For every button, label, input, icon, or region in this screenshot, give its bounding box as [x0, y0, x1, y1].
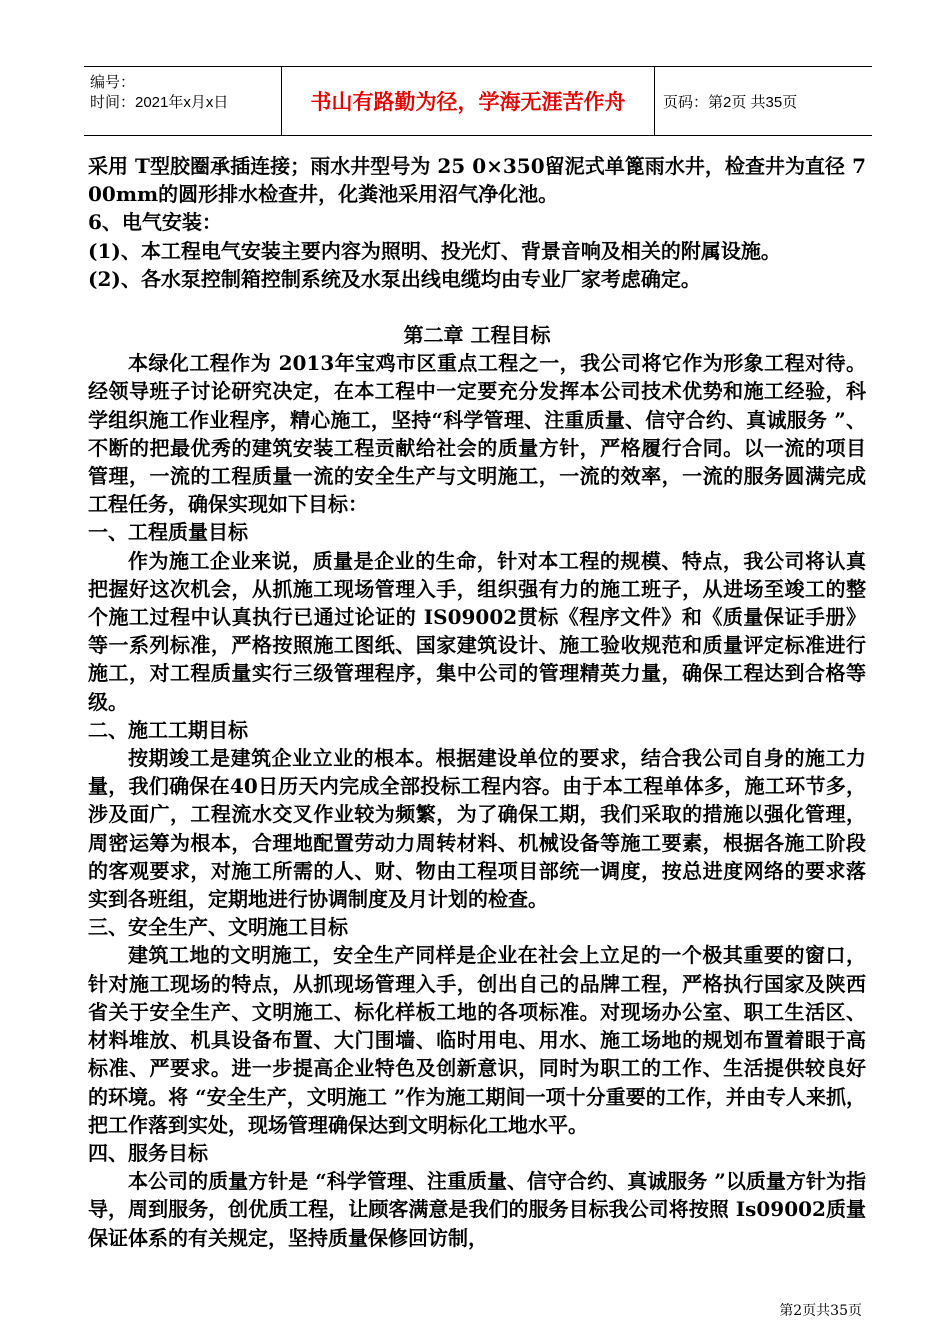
page-header	[84, 66, 872, 136]
header-motto: 书山有路勤为径，学海无涯苦作舟	[282, 67, 655, 135]
body-paragraph: 建筑工地的文明施工，安全生产同样是企业在社会上立足的一个极其重要的窗口，针对施工现场的特点，从抓现场管理入手，创出自己的品牌工程，严格执行国家及陕西省关于安全生产、文明施工、标化样板工地的各项标准。对现场办公室、职工生活区、材料堆放、机具设备布置、大门围墙、临时用电、用水、施工场地的规划布置着眼于高标准、严要求。进一步提高企业特色及创新意识，同时为职工的工作、生活提供较良好的环境。将 “安全生产，文明施工 ”作为施工期间一项十分重要的工作，并由专人来抓，把工作落到实处，现场管理确保达到文明标化工地水平。	[88, 943, 866, 1137]
page-footer: 第2页共35页	[779, 1303, 862, 1319]
section-heading: 三、安全生产、文明施工目标	[88, 915, 348, 940]
body-paragraph: (1)、本工程电气安装主要内容为照明、投光灯、背景音响及相关的附属设施。	[88, 238, 781, 263]
body-paragraph: 本公司的质量方针是 “科学管理、注重质量、信守合约、真诚服务 ”以质量方针为指导，周到服务，创优质工程，让顾客满意是我们的服务目标我公司将按照 Is09002质量保证体系的有关规定，坚持质量保修回访制，	[88, 1169, 866, 1250]
section-heading: 一、工程质量目标	[88, 520, 248, 545]
document-number-label: 编号：	[90, 74, 136, 91]
body-paragraph: 本绿化工程作为 2013年宝鸡市区重点工程之一，我公司将它作为形象工程对待。经领导班子讨论研究决定，在本工程中一定要充分发挥本公司技术优势和施工经验，科学组织施工作业程序，精心施工，坚持“科学管理、注重质量、信守合约、真诚服务 ”、不断的把最优秀的建筑安装工程贡献给社会的质量方针，严格履行合同。以一流的项目管理，一流的工程质量一流的安全生产与文明施工，一流的效率，一流的服务圆满完成工程任务，确保实现如下目标：	[88, 351, 866, 517]
header-meta	[84, 67, 282, 135]
section-heading: 二、施工工期目标	[88, 717, 248, 742]
body-paragraph: 作为施工企业来说，质量是企业的生命，针对本工程的规模、特点，我公司将认真把握好这次机会，从抓施工现场管理入手，组织强有力的施工班子，从进场至竣工的整个施工过程中认真执行已通过论证的 IS09002贯标《程序文件》和《质量保证手册》等一系列标准，严格按照施工图纸、国家建筑设计、施工验收规范和质量评定标准进行施工，对工程质量实行三级管理程序，集中公司的管理精英力量，确保工程达到合格等级。	[88, 548, 866, 714]
body-paragraph: 采用 T型胶圈承插连接；雨水井型号为 25 0×350留泥式单篦雨水井，检查井为直径 7 00mm的圆形排水检查井，化粪池采用沼气净化池。	[88, 154, 866, 207]
section-heading: 四、服务目标	[88, 1140, 208, 1165]
chapter-title: 第二章 工程目标	[403, 323, 551, 348]
document-time-label: 时间：2021年x月x日	[90, 94, 229, 111]
body-paragraph: 按期竣工是建筑企业立业的根本。根据建设单位的要求，结合我公司自身的施工力量，我们确保在40日历天内完成全部投标工程内容。由于本工程单体多，施工环节多，涉及面广，工程流水交叉作业较为频繁，为了确保工期，我们采取的措施以强化管理，周密运筹为根本，合理地配置劳动力周转材料、机械设备等施工要素，根据各施工阶段的客观要求，对施工所需的人、财、物由工程项目部统一调度，按总进度网络的要求落实到各班组，定期地进行协调制度及月计划的检查。	[88, 746, 866, 912]
header-page-label: 页码：第2页 共35页	[663, 93, 798, 111]
document-body	[88, 152, 866, 1252]
section-heading: 6、电气安装：	[88, 210, 222, 235]
body-paragraph: (2)、各水泵控制箱控制系统及水泵出线电缆均由专业厂家考虑确定。	[88, 266, 701, 291]
